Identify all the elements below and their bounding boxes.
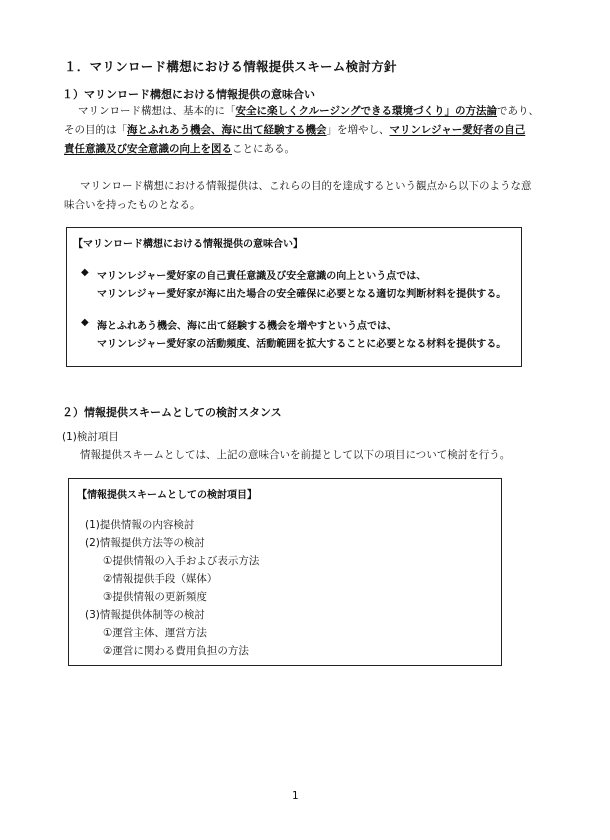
diamond-bullet-icon: ◆ — [81, 267, 89, 278]
list-item: (2)情報提供方法等の検討 — [85, 537, 205, 549]
bullet-line: 海とふれあう機会、海に出て経験する機会を増やすという点では、 — [97, 321, 397, 332]
paragraph-line — [64, 141, 295, 156]
subsection-heading-2: ２）情報提供スキームとしての検討スタンス — [62, 406, 282, 419]
list-item: (1)提供情報の内容検討 — [85, 519, 195, 531]
paragraph-line — [78, 103, 539, 118]
page-number: 1 — [292, 790, 299, 802]
list-item: ③提供情報の更新頻度 — [103, 591, 207, 603]
subsection-heading-1: １）マリンロード構想における情報提供の意味合い — [62, 88, 315, 101]
bullet-line: マリンレジャー愛好家が海に出た場合の安全確保に必要となる適切な判断材料を提供する。 — [97, 289, 507, 300]
list-item: ①運営主体、運営方法 — [103, 627, 207, 639]
sub-subheading: (1)検討項目 — [62, 431, 119, 443]
list-item: (3)情報提供体制等の検討 — [85, 609, 205, 621]
emphasis-text: 海とふれあう機会、海に出て経験する機会 — [127, 124, 327, 136]
text-span: であり、 — [497, 105, 540, 117]
emphasis-text: 責任意識及び安全意識の向上を図る — [64, 143, 232, 155]
bullet-line: マリンレジャー愛好家の自己責任意識及び安全意識の向上という点では、 — [97, 271, 427, 282]
meaning-box — [66, 227, 522, 367]
box-title: 【マリンロード構想における情報提供の意味合い】 — [73, 239, 303, 250]
review-items-box — [68, 478, 502, 666]
diamond-bullet-icon: ◆ — [81, 317, 89, 328]
paragraph-line — [64, 122, 525, 137]
bullet-line: マリンレジャー愛好家の活動頻度、活動範囲を拡大することに必要となる材料を提供する。 — [97, 339, 507, 350]
text-span: マリンロード構想は、基本的に「 — [78, 105, 236, 117]
text-span: ことにある。 — [232, 143, 295, 155]
text-span: 」を増やし、 — [326, 124, 390, 136]
paragraph-line: マリンロード構想における情報提供は、これらの目的を達成するという観点から以下のような意 — [80, 180, 532, 192]
text-span: その目的は「 — [64, 124, 127, 136]
list-item: ①提供情報の入手および表示方法 — [103, 555, 260, 567]
paragraph-line: 情報提供スキームとしては、上記の意味合いを前提として以下の項目について検討を行う。 — [80, 449, 511, 461]
emphasis-text: マリンレジャー愛好者の自己 — [389, 124, 526, 136]
section-title: １．マリンロード構想における情報提供スキーム検討方針 — [64, 59, 397, 74]
paragraph-line: 味合いを持ったものとなる。 — [64, 199, 201, 211]
box-title: 【情報提供スキームとしての検討項目】 — [77, 490, 257, 501]
list-item: ②運営に関わる費用負担の方法 — [103, 645, 249, 657]
list-item: ②情報提供手段（媒体） — [103, 573, 218, 585]
emphasis-text: 安全に楽しくクルージングできる環境づくり」の方法論 — [235, 105, 498, 117]
